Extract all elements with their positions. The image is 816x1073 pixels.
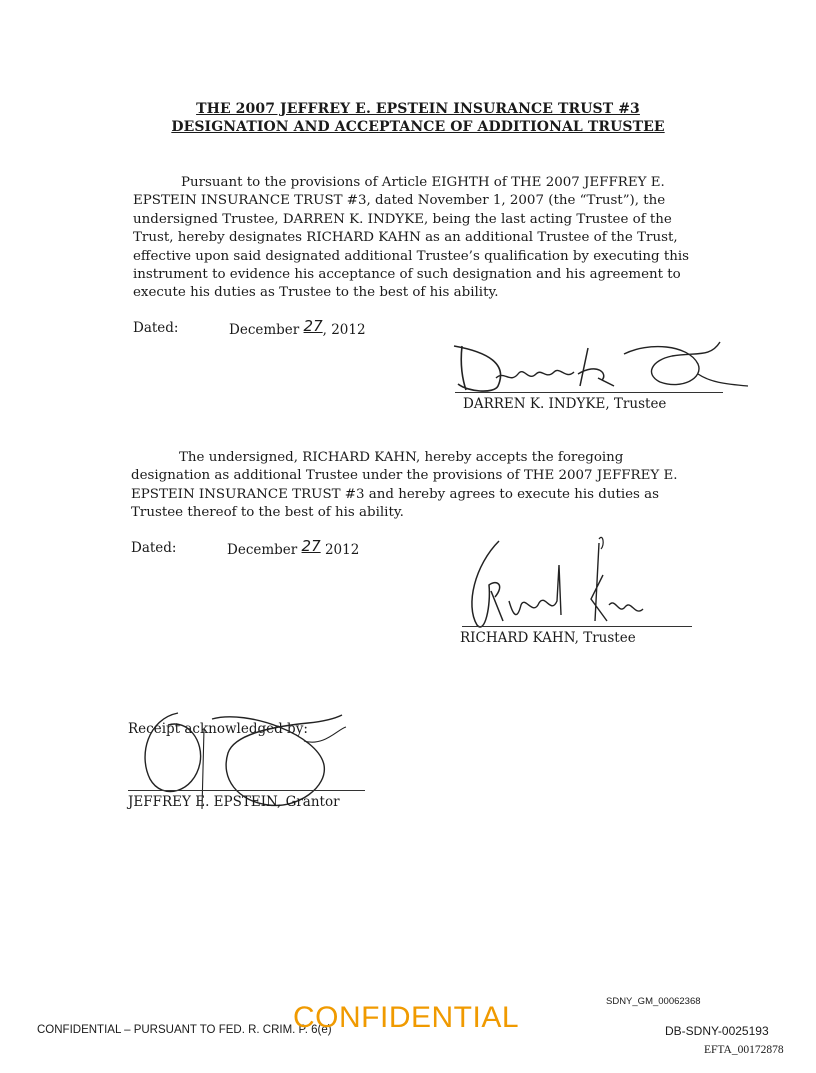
date-2-day: 27 xyxy=(301,537,321,555)
acceptance-paragraph xyxy=(131,449,706,523)
richard-kahn-signature xyxy=(455,535,695,635)
signer-1-name: DARREN K. INDYKE, Trustee xyxy=(463,396,667,412)
date-2-year: 2012 xyxy=(324,542,360,558)
date-1-month: December xyxy=(229,322,300,338)
document-title-line-1: THE 2007 JEFFREY E. EPSTEIN INSURANCE TRUST #3 xyxy=(196,101,640,117)
bates-number-gm: SDNY_GM_00062368 xyxy=(606,996,701,1007)
designation-paragraph xyxy=(133,174,705,303)
signer-3-name: JEFFREY E. EPSTEIN, Grantor xyxy=(128,794,340,810)
date-1-year: , 2012 xyxy=(322,322,366,338)
date-1-day: 27 xyxy=(303,317,323,335)
confidential-notice: CONFIDENTIAL – PURSUANT TO FED. R. CRIM. P. 6(e) xyxy=(37,1024,332,1036)
efta-id: EFTA_00172878 xyxy=(704,1044,784,1056)
signature-line-3 xyxy=(128,790,365,791)
bates-number-db: DB-SDNY-0025193 xyxy=(665,1024,769,1038)
document-title-line-2: DESIGNATION AND ACCEPTANCE OF ADDITIONAL TRUSTEE xyxy=(171,119,665,135)
designation-paragraph-text: Pursuant to the provisions of Article EIGHTH of THE 2007 JEFFREY E. EPSTEIN INSURANCE TRUST #3, dated November 1, 2007 (the “Trust”), the undersigned Trustee, DARREN K. INDYKE, being the last acting Trustee of the Trust, hereby designates RICHARD KAHN as an additional Trustee of the Trust, effective upon said designated additional Trustee’s qualification by executing this instrument to evidence his acceptance of such designation and his agreement to execute his duties as Trustee to the best of his ability. xyxy=(133,175,690,301)
confidential-stamp: CONFIDENTIAL xyxy=(293,1001,520,1034)
acceptance-paragraph-text: The undersigned, RICHARD KAHN, hereby accepts the foregoing designation as additional Trustee under the provisions of THE 2007 JEFFREY E. EPSTEIN INSURANCE TRUST #3 and hereby agrees to execute his duties as Trustee thereof to the best of his ability. xyxy=(131,450,678,521)
signer-2-name: RICHARD KAHN, Trustee xyxy=(460,630,636,646)
dated-label-2: Dated: xyxy=(131,540,177,556)
signature-line-1 xyxy=(455,392,723,393)
darren-indyke-signature xyxy=(448,334,768,404)
date-1 xyxy=(229,317,366,338)
signature-line-2 xyxy=(462,626,692,627)
dated-label-1: Dated: xyxy=(133,320,179,336)
date-2-month: December xyxy=(227,542,298,558)
receipt-acknowledged-label: Receipt acknowledged by: xyxy=(128,721,308,737)
date-2 xyxy=(227,537,360,558)
